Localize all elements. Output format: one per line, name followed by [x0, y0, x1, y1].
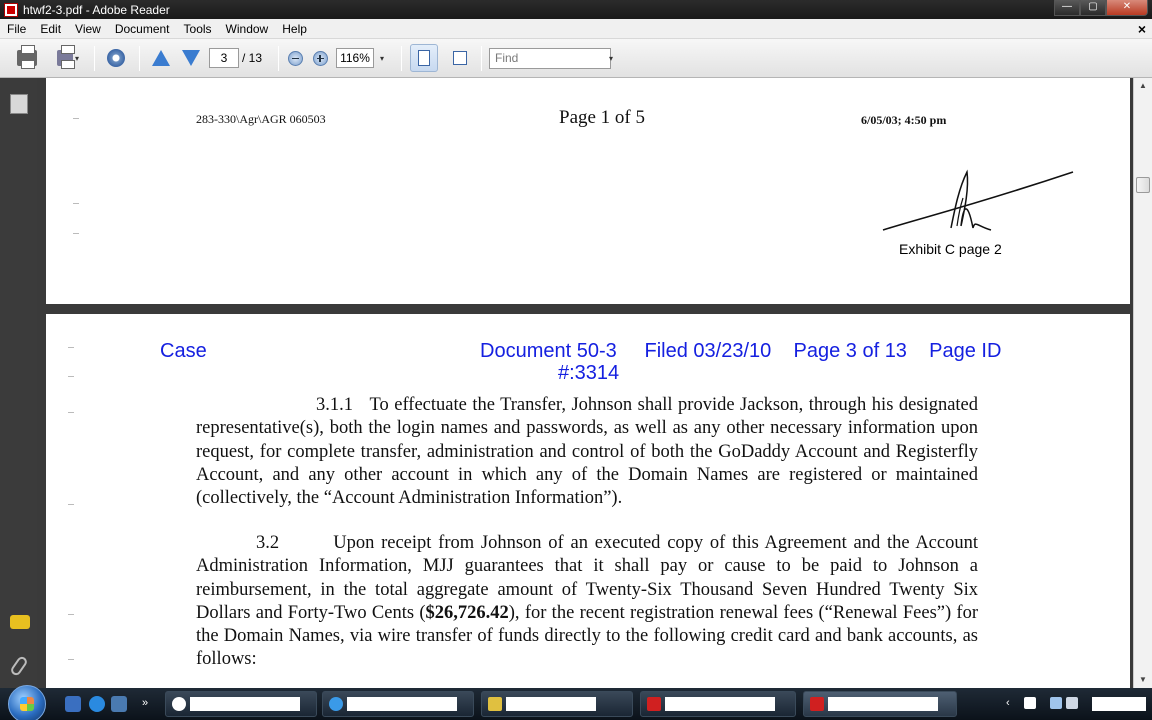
chevron-down-icon: ▾ — [74, 53, 79, 63]
section-number: 3.1.1 — [316, 395, 353, 415]
arrow-up-icon — [152, 50, 170, 66]
find-field[interactable] — [489, 47, 619, 69]
zoom-level-value[interactable]: 116% — [336, 48, 374, 68]
hp-icon — [172, 697, 186, 711]
start-button[interactable] — [8, 685, 46, 720]
page-total — [242, 47, 272, 69]
find-input[interactable]: Find — [489, 48, 611, 69]
window-controls — [1054, 0, 1148, 16]
find-tool-button[interactable] — [103, 47, 129, 69]
fit-page-button[interactable] — [447, 47, 473, 69]
pdf-app-icon — [4, 3, 18, 17]
scroll-thumb[interactable] — [1136, 177, 1150, 193]
fit-width-button[interactable] — [410, 44, 438, 72]
close-document-button[interactable]: × — [1137, 21, 1146, 37]
scan-mark — [68, 376, 74, 377]
vertical-scrollbar[interactable] — [1133, 78, 1152, 688]
next-page-button[interactable] — [180, 47, 202, 69]
scan-mark — [68, 659, 74, 660]
taskbar-label-redacted — [665, 697, 775, 711]
paragraph-text: ), for the recent registration renewal fees (“Renewal Fees”) for the Domain Names, via wire transfer of funds directly to the following credit card and bank accounts, as follows: — [196, 602, 979, 670]
paragraph-3-2 — [196, 532, 978, 672]
maximize-button[interactable]: ▢ — [1080, 0, 1106, 16]
toolbar-divider — [401, 46, 402, 71]
show-desktop-icon[interactable] — [65, 696, 81, 712]
scroll-up-button[interactable]: ▲ — [1139, 81, 1147, 90]
taskbar-label-redacted — [828, 697, 938, 711]
fit-width-icon — [410, 44, 438, 72]
scan-mark — [68, 614, 74, 615]
arrow-down-icon — [182, 50, 200, 66]
filing-header: Document 50-3 Filed 03/23/10 Page 3 of 13 Page ID — [480, 340, 1002, 362]
taskbar — [0, 688, 1152, 720]
menu-document[interactable]: Document — [114, 21, 170, 36]
toolbar — [0, 39, 1152, 78]
print-button[interactable] — [14, 47, 40, 69]
printer-icon — [17, 50, 37, 66]
close-window-button[interactable]: ✕ — [1106, 0, 1148, 16]
scan-mark — [73, 233, 79, 234]
paragraph-3-1-1 — [196, 394, 978, 510]
search-globe-icon — [107, 49, 125, 67]
scan-mark — [68, 412, 74, 413]
zoom-out-icon — [288, 51, 303, 66]
zoom-out-button[interactable] — [286, 47, 304, 69]
case-label: Case — [160, 340, 207, 362]
tray-app-icon[interactable] — [1024, 697, 1036, 709]
menu-file[interactable]: File — [7, 21, 27, 36]
menu-view[interactable]: View — [75, 21, 101, 36]
system-tray — [1002, 688, 1152, 720]
collaborate-button[interactable] — [50, 47, 86, 69]
taskbar-button-folder[interactable] — [481, 691, 633, 717]
folder-icon — [488, 697, 502, 711]
scan-mark — [73, 203, 79, 204]
toolbar-divider — [481, 46, 482, 71]
network-icon[interactable] — [1050, 697, 1062, 709]
switch-windows-icon[interactable] — [111, 696, 127, 712]
taskbar-button-pdf-active[interactable] — [803, 691, 957, 717]
taskbar-button-pdf[interactable] — [640, 691, 796, 717]
paragraph-text: To effectuate the Transfer, Johnson shall provide Jackson, through his designated representative(s), both the login names and passwords, as well as any other necessary information upon request, for complete transfer, administration and control of both the GoDaddy Account and Registerfly Account, and any other account in which any of the Domain Names are registered or maintained (collectively, the “Account Administration Information”). — [196, 395, 979, 509]
toolbar-divider — [139, 46, 140, 71]
page-label: Page 1 of 5 — [559, 107, 646, 128]
paragraph-text: Upon receipt from Johnson of an executed copy of this Agreement and the Account Administration Information, MJJ guarantees that it shall pay or cause to be paid to Johnson a reimbursement, in the total aggregate amount of Twenty-Six Thousand Seven Hundred Twenty Six Dollars and Forty-Two Cents ( — [196, 533, 978, 623]
chevron-left-icon[interactable]: ‹ — [1006, 697, 1010, 709]
window-title: htwf2-3.pdf - Adobe Reader — [23, 2, 170, 17]
pdf-icon — [647, 697, 661, 711]
chevron-down-icon: ▾ — [609, 53, 614, 63]
taskbar-label-redacted — [347, 697, 457, 711]
pdf-page-2 — [46, 78, 1130, 304]
taskbar-button-hp[interactable] — [165, 691, 317, 717]
zoom-in-button[interactable] — [311, 47, 329, 69]
page-number-input[interactable]: 3 — [209, 48, 239, 68]
scan-mark — [68, 347, 74, 348]
section-number: 3.2 — [256, 533, 280, 553]
document-timestamp: 6/05/03; 4:50 pm — [861, 113, 947, 127]
menu-tools[interactable]: Tools — [183, 21, 212, 36]
amount-value: $26,726.42 — [425, 602, 509, 623]
title-bar — [0, 0, 1152, 19]
page-number-field[interactable] — [209, 47, 239, 69]
toolbar-divider — [94, 46, 95, 71]
scan-mark — [73, 118, 79, 119]
share-printer-icon — [57, 50, 73, 66]
attachment-icon[interactable] — [9, 655, 29, 677]
exhibit-label: Exhibit C page 2 — [899, 241, 1002, 257]
navigation-pane — [0, 78, 37, 688]
menu-edit[interactable]: Edit — [40, 21, 62, 36]
comments-icon[interactable] — [10, 615, 30, 629]
clock-redacted[interactable] — [1092, 697, 1146, 711]
taskbar-label-redacted — [506, 697, 596, 711]
document-reference: 283-330\Agr\AGR 060503 — [196, 112, 326, 126]
document-view[interactable] — [37, 78, 1133, 688]
fit-page-icon — [453, 51, 467, 65]
zoom-select[interactable] — [336, 47, 394, 69]
scroll-down-button[interactable]: ▼ — [1139, 675, 1147, 684]
previous-page-button[interactable] — [150, 47, 172, 69]
pages-panel-icon[interactable] — [10, 94, 28, 114]
internet-explorer-icon[interactable] — [89, 696, 105, 712]
menu-bar — [0, 19, 1152, 39]
taskbar-button-browser[interactable] — [322, 691, 474, 717]
internet-explorer-icon — [329, 697, 343, 711]
menu-help[interactable]: Help — [282, 21, 307, 36]
chevron-down-icon: ▾ — [380, 53, 385, 63]
menu-window[interactable]: Window — [225, 21, 269, 36]
minimize-button[interactable]: — — [1054, 0, 1080, 16]
scan-mark — [68, 504, 74, 505]
signature-image — [881, 168, 1076, 238]
chevron-right-icon[interactable]: » — [142, 697, 149, 709]
page-total-label: / 13 — [242, 51, 263, 65]
pdf-page-3 — [46, 314, 1130, 688]
toolbar-divider — [278, 46, 279, 71]
pdf-icon — [810, 697, 824, 711]
volume-icon[interactable] — [1066, 697, 1078, 709]
taskbar-label-redacted — [190, 697, 300, 711]
zoom-in-icon — [313, 51, 328, 66]
page-id-number: #:3314 — [558, 362, 620, 384]
